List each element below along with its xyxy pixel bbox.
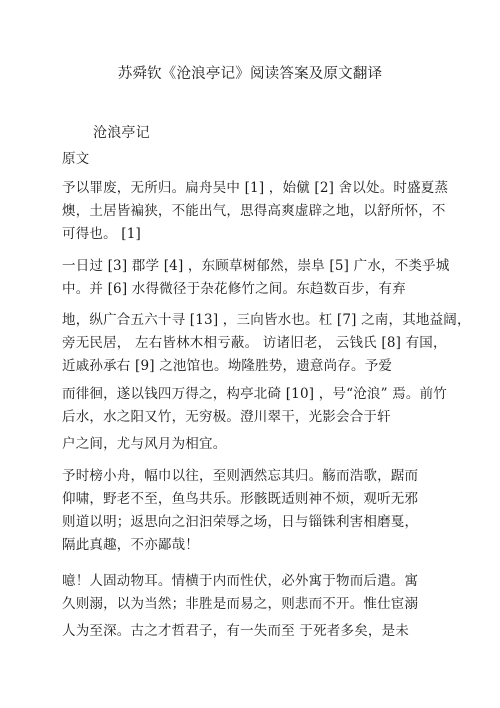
- document-title: 苏舜钦《沧浪亭记》阅读答案及原文翻译: [117, 66, 383, 82]
- text-line: 后水，水之阳又竹，无穷极。澄川翠干，光影会合于轩: [62, 409, 391, 425]
- text-line: 久则溺，以为当然；非胜是而易之，则悲而不开。惟仕宦溺: [62, 596, 419, 612]
- text-line: 户之间，尤与风月为相宜。: [62, 436, 227, 452]
- text-line: 人为至深。古之才哲君子，有一失而至 于死者多矣，是未: [62, 623, 409, 639]
- text-line: 地，纵广合五六十寻 [13] ，三向皆水也。杠 [7] 之南，其地益阔，: [62, 312, 471, 328]
- text-line: 隔此真趣，不亦鄙哉！: [62, 537, 199, 553]
- text-line: 而徘徊，遂以钱四万得之，构亭北碕 [10] ，号“沧浪” 焉。前竹: [62, 386, 447, 402]
- text-line: 仰啸，野老不至，鱼鸟共乐。形骸既适则神不烦，观听无邪: [62, 491, 419, 507]
- text-line: 中。并 [6] 水得微径于杂花修竹之间。东趋数百步，有弃: [62, 281, 406, 297]
- text-line: 则道以明；返思向之汩汩荣辱之场，日与锱铢利害相磨戛，: [62, 514, 419, 530]
- section-heading: 原文: [62, 151, 90, 167]
- text-line: 噫！人固动物耳。情横于内而性伏，必外寓于物而后遣。寓: [62, 573, 419, 589]
- text-line: 燠，土居皆褊狭，不能出气，思得高爽虚辟之地，以舒所怀，不: [62, 203, 446, 219]
- text-line: 一日过 [3] 郡学 [4] ，东顾草树郁然，崇阜 [5] 广水，不类乎城: [62, 258, 450, 274]
- text-line: 近戚孙承右 [9] 之池馆也。坳隆胜势，遗意尚存。予爱: [62, 358, 393, 374]
- essay-title: 沧浪亭记: [93, 125, 150, 141]
- text-line: 旁无民居， 左右皆林木相亏蔽。 访诸旧老， 云钱氏 [8] 有国，: [62, 335, 447, 351]
- text-line: 可得也。 [1]: [62, 226, 142, 242]
- text-line: 予以罪废，无所归。扁舟吴中 [1] ，始僦 [2] 舍以处。时盛夏蒸: [62, 180, 449, 196]
- text-line: 予时榜小舟，幅巾以往，至则洒然忘其归。觞而浩歌，踞而: [62, 468, 419, 484]
